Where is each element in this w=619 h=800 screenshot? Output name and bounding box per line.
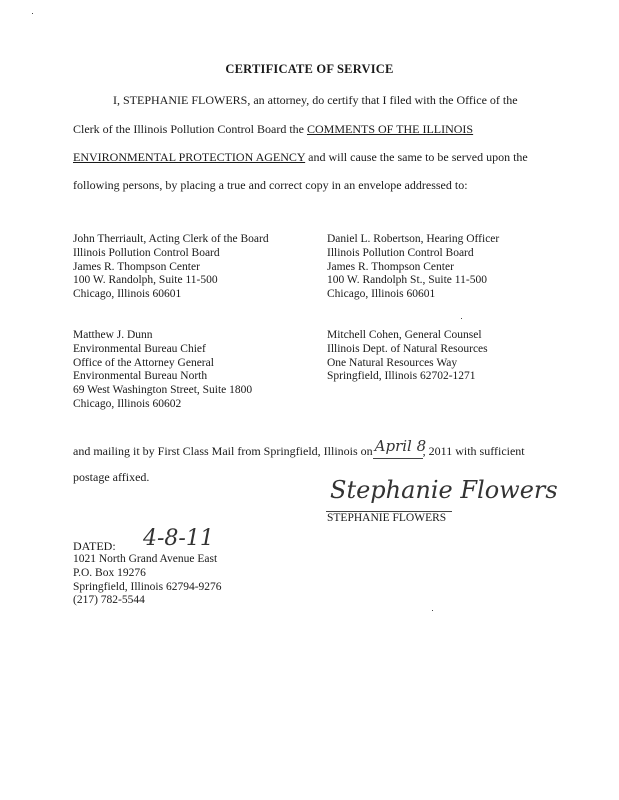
paragraph-line-4: following persons, by placing a true and correct copy in an envelope addressed to:: [73, 178, 468, 192]
recipient-line: Springfield, Illinois 62702-1271: [327, 370, 476, 383]
address-line: P.O. Box 19276: [73, 566, 146, 579]
recipient-line: Illinois Pollution Control Board: [327, 246, 474, 259]
dated-label: DATED:: [73, 539, 116, 553]
handwritten-date: 4-8-11: [143, 526, 214, 551]
mailing-line-suffix: , 2011 with sufficient: [422, 444, 525, 458]
recipient-block-attorney-general: [73, 329, 252, 412]
recipient-line: Illinois Pollution Control Board: [73, 246, 220, 259]
paragraph-line-3-text: and will cause the same to be served upon the: [305, 150, 528, 164]
paragraph-line-1: I, STEPHANIE FLOWERS, an attorney, do certify that I filed with the Office of the: [113, 93, 518, 107]
scan-speck: [32, 13, 33, 14]
recipient-line: Office of the Attorney General: [73, 356, 214, 369]
address-line: (217) 782-5544: [73, 594, 145, 607]
sender-address: [73, 553, 222, 608]
recipient-line: 100 W. Randolph, Suite 11-500: [73, 274, 218, 287]
recipient-line: Chicago, Illinois 60601: [327, 288, 436, 301]
recipient-line: James R. Thompson Center: [73, 260, 200, 273]
paragraph-line-2-text: Clerk of the Illinois Pollution Control Board the: [73, 122, 307, 136]
handwritten-mailing-date: [373, 437, 427, 459]
recipient-line: Daniel L. Robertson, Hearing Officer: [327, 233, 500, 245]
address-line: 1021 North Grand Avenue East: [73, 553, 218, 565]
recipient-block-hearing-officer: [327, 233, 499, 302]
document-name-underlined-part-2: ENVIRONMENTAL PROTECTION AGENCY: [73, 150, 306, 164]
recipient-line: John Therriault, Acting Clerk of the Board: [73, 233, 269, 245]
mailing-line-text: and mailing it by First Class Mail from Springfield, Illinois on: [73, 444, 373, 458]
address-line: Springfield, Illinois 62794-9276: [73, 580, 222, 593]
recipient-line: James R. Thompson Center: [327, 260, 454, 273]
postage-line: postage affixed.: [73, 470, 150, 484]
scan-speck: [461, 318, 462, 319]
recipient-line: 69 West Washington Street, Suite 1800: [73, 384, 253, 397]
handwritten-signature: Stephanie Flowers: [330, 476, 558, 504]
document-title: CERTIFICATE OF SERVICE: [225, 62, 394, 76]
recipient-line: Chicago, Illinois 60601: [73, 288, 182, 301]
recipient-line: Illinois Dept. of Natural Resources: [327, 342, 488, 355]
recipient-line: Chicago, Illinois 60602: [73, 397, 182, 410]
recipient-block-clerk: [73, 233, 269, 302]
recipient-line: Environmental Bureau North: [73, 370, 208, 383]
paragraph-line-2: [73, 122, 473, 137]
mailing-line: [73, 437, 525, 459]
recipient-line: Matthew J. Dunn: [73, 329, 153, 341]
recipient-line: 100 W. Randolph St., Suite 11-500: [327, 274, 487, 287]
printed-name: STEPHANIE FLOWERS: [327, 512, 447, 524]
handwritten-mailing-date-text: April 8: [374, 437, 427, 455]
recipient-line: One Natural Resources Way: [327, 356, 458, 369]
scan-speck: [432, 610, 433, 611]
recipient-line: Mitchell Cohen, General Counsel: [327, 329, 482, 341]
recipient-block-natural-resources: [327, 329, 488, 384]
paragraph-line-3: [73, 150, 528, 165]
document-name-underlined-part-1: COMMENTS OF THE ILLINOIS: [306, 122, 474, 136]
recipient-line: Environmental Bureau Chief: [73, 342, 206, 355]
